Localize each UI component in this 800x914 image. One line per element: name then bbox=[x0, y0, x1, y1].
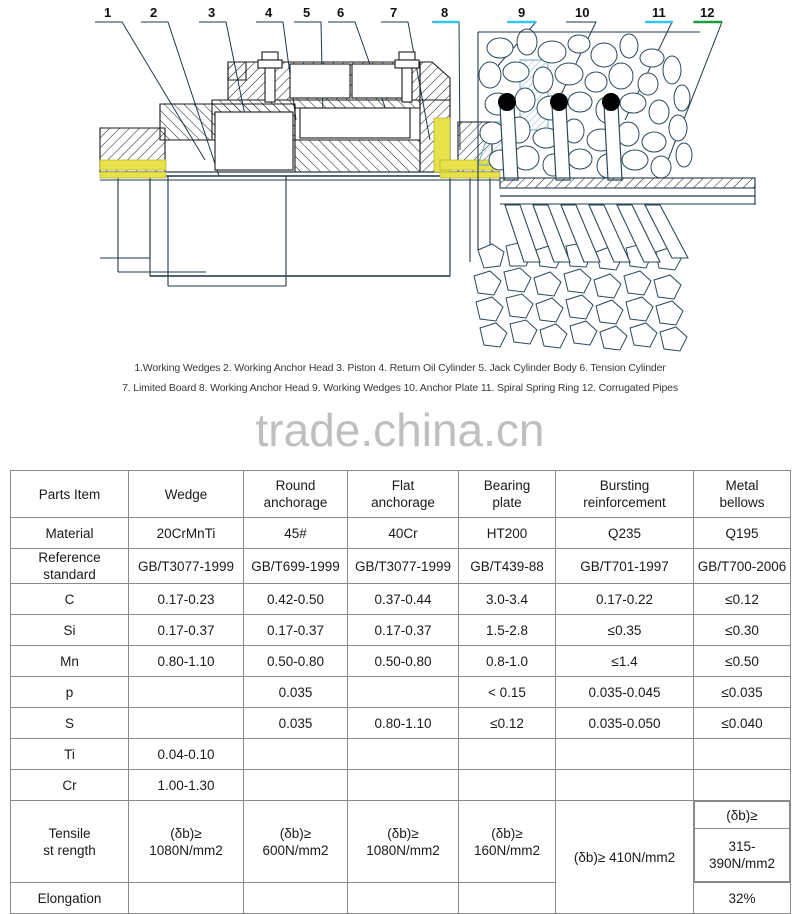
callout-number-1: 1 bbox=[104, 5, 112, 20]
legend-line-2: 7. Limited Board 8. Working Anchor Head 9. Working Wedges 10. Anchor Plate 11. Spiral Spring Ring 12. Corrugated Pipes bbox=[122, 382, 678, 394]
table-row bbox=[11, 708, 791, 739]
cell-ti-bellows bbox=[694, 739, 791, 770]
cell-c-bursting: 0.17-0.22 bbox=[556, 584, 694, 615]
header-bearing-plate-line1: Bearing bbox=[483, 478, 531, 493]
cell-refstd-bearing: GB/T439-88 bbox=[459, 549, 556, 584]
cell-material-bursting: Q235 bbox=[556, 518, 694, 549]
header-round-anchorage-line1: Round bbox=[275, 478, 316, 493]
cell-s-bearing: ≤0.12 bbox=[459, 708, 556, 739]
header-bursting-reinforcement bbox=[556, 471, 694, 518]
header-round-anchorage-line2: anchorage bbox=[263, 495, 328, 510]
callout-number-3: 3 bbox=[208, 5, 216, 20]
header-metal-bellows-line2: bellows bbox=[719, 495, 765, 510]
cell-ti-wedge: 0.04-0.10 bbox=[129, 739, 244, 770]
table-row-tensile-strength bbox=[11, 801, 791, 883]
cell-tensile-bellows-split bbox=[694, 801, 791, 883]
cell-tensile-bearing-line1: (δb)≥ bbox=[491, 825, 523, 841]
cell-tensile-bearing-line2: 160N/mm2 bbox=[473, 842, 541, 858]
cell-tensile-bearing bbox=[459, 801, 556, 883]
cell-tensile-flat-line2: 1080N/mm2 bbox=[366, 842, 440, 858]
row-label-c: C bbox=[11, 584, 129, 615]
cell-cr-bellows bbox=[694, 770, 791, 801]
cell-elongation-flat bbox=[348, 883, 459, 914]
cell-tensile-flat bbox=[348, 801, 459, 883]
row-label-elongation: Elongation bbox=[11, 883, 129, 914]
cell-tensile-wedge bbox=[129, 801, 244, 883]
table-row bbox=[11, 646, 791, 677]
cell-si-flat: 0.17-0.37 bbox=[348, 615, 459, 646]
cell-ti-bearing bbox=[459, 739, 556, 770]
cell-refstd-bursting: GB/T701-1997 bbox=[556, 549, 694, 584]
row-label-p: p bbox=[11, 677, 129, 708]
cell-si-bursting: ≤0.35 bbox=[556, 615, 694, 646]
cell-refstd-flat: GB/T3077-1999 bbox=[348, 549, 459, 584]
cell-si-bellows: ≤0.30 bbox=[694, 615, 791, 646]
header-bursting-reinforcement-line1: Bursting bbox=[599, 478, 650, 493]
cell-elongation-bearing bbox=[459, 883, 556, 914]
legend-line-1: 1.Working Wedges 2. Working Anchor Head 3. Piston 4. Return Oil Cylinder 5. Jack Cylinder Body 6. Tension Cylinder bbox=[134, 362, 666, 374]
row-label-tensile-strength bbox=[11, 801, 129, 883]
cell-cr-bursting bbox=[556, 770, 694, 801]
row-label-mn: Mn bbox=[11, 646, 129, 677]
cell-tensile-bellows-bottom-line2: 390N/mm2 bbox=[708, 856, 776, 871]
row-label-reference-standard: Reference standard bbox=[11, 549, 129, 584]
diagram-legend bbox=[0, 358, 800, 398]
cell-s-bursting: 0.035-0.050 bbox=[556, 708, 694, 739]
row-label-material: Material bbox=[11, 518, 129, 549]
cell-tensile-bellows-bottom-line1: 315- bbox=[728, 839, 756, 854]
cell-p-flat bbox=[348, 677, 459, 708]
cell-mn-bursting: ≤1.4 bbox=[556, 646, 694, 677]
cell-elongation-round bbox=[244, 883, 348, 914]
header-round-anchorage bbox=[244, 471, 348, 518]
cell-tensile-bellows-top: (δb)≥ bbox=[695, 802, 790, 829]
cell-si-wedge: 0.17-0.37 bbox=[129, 615, 244, 646]
cell-refstd-round: GB/T699-1999 bbox=[244, 549, 348, 584]
cell-tensile-wedge-line1: (δb)≥ bbox=[170, 825, 202, 841]
cell-c-flat: 0.37-0.44 bbox=[348, 584, 459, 615]
cell-si-bearing: 1.5-2.8 bbox=[459, 615, 556, 646]
table-header-row bbox=[11, 471, 791, 518]
table-row bbox=[11, 518, 791, 549]
header-wedge: Wedge bbox=[129, 471, 244, 518]
tensile-label-line1: Tensile bbox=[48, 825, 91, 841]
cell-p-round: 0.035 bbox=[244, 677, 348, 708]
cell-si-round: 0.17-0.37 bbox=[244, 615, 348, 646]
cell-material-wedge: 20CrMnTi bbox=[129, 518, 244, 549]
row-label-s: S bbox=[11, 708, 129, 739]
cell-tensile-round-line2: 600N/mm2 bbox=[262, 842, 329, 858]
bearing-plate bbox=[500, 178, 755, 204]
cell-material-bellows: Q195 bbox=[694, 518, 791, 549]
callout-number-4: 4 bbox=[265, 5, 273, 20]
callout-number-10: 10 bbox=[575, 5, 590, 20]
callout-number-9: 9 bbox=[518, 5, 526, 20]
table-row bbox=[11, 770, 791, 801]
header-bearing-plate-line2: plate bbox=[492, 495, 522, 510]
cell-c-bellows: ≤0.12 bbox=[694, 584, 791, 615]
callout-number-12: 12 bbox=[700, 5, 715, 20]
cell-ti-round bbox=[244, 739, 348, 770]
cell-c-wedge: 0.17-0.23 bbox=[129, 584, 244, 615]
spec-table bbox=[10, 470, 791, 914]
callout-number-5: 5 bbox=[303, 5, 311, 20]
cell-s-round: 0.035 bbox=[244, 708, 348, 739]
bellows-split-top-row bbox=[695, 802, 790, 829]
cell-mn-wedge: 0.80-1.10 bbox=[129, 646, 244, 677]
cell-p-bellows: ≤0.035 bbox=[694, 677, 791, 708]
concrete-aggregate bbox=[474, 29, 692, 351]
watermark-text: trade.china.cn bbox=[255, 404, 545, 456]
cell-cr-wedge: 1.00-1.30 bbox=[129, 770, 244, 801]
cell-elongation-wedge bbox=[129, 883, 244, 914]
cell-tensile-round bbox=[244, 801, 348, 883]
header-bursting-reinforcement-line2: reinforcement bbox=[583, 495, 666, 510]
cell-elongation-bellows: 32% bbox=[694, 883, 791, 914]
cell-p-bursting: 0.035-0.045 bbox=[556, 677, 694, 708]
row-label-cr: Cr bbox=[11, 770, 129, 801]
cell-tensile-flat-line1: (δb)≥ bbox=[387, 825, 419, 841]
cell-p-wedge bbox=[129, 677, 244, 708]
cell-refstd-bellows: GB/T700-2006 bbox=[694, 549, 791, 584]
callout-number-7: 7 bbox=[390, 5, 398, 20]
cell-material-round: 45# bbox=[244, 518, 348, 549]
header-bearing-plate bbox=[459, 471, 556, 518]
tensile-label-line2: st rength bbox=[43, 842, 96, 858]
cell-refstd-wedge: GB/T3077-1999 bbox=[129, 549, 244, 584]
callout-number-8: 8 bbox=[441, 5, 449, 20]
hydraulic-jack-cross-section-svg bbox=[0, 0, 800, 400]
cell-material-bearing: HT200 bbox=[459, 518, 556, 549]
table-row bbox=[11, 739, 791, 770]
cell-cr-bearing bbox=[459, 770, 556, 801]
table-row bbox=[11, 677, 791, 708]
header-metal-bellows-line1: Metal bbox=[725, 478, 759, 493]
cell-s-bellows: ≤0.040 bbox=[694, 708, 791, 739]
cell-ti-flat bbox=[348, 739, 459, 770]
cell-mn-bellows: ≤0.50 bbox=[694, 646, 791, 677]
cell-mn-round: 0.50-0.80 bbox=[244, 646, 348, 677]
callout-number-11: 11 bbox=[652, 5, 666, 20]
cell-s-flat: 0.80-1.10 bbox=[348, 708, 459, 739]
cell-s-wedge bbox=[129, 708, 244, 739]
cell-mn-flat: 0.50-0.80 bbox=[348, 646, 459, 677]
header-metal-bellows bbox=[694, 471, 791, 518]
cell-tensile-round-line1: (δb)≥ bbox=[279, 825, 312, 841]
row-label-si: Si bbox=[11, 615, 129, 646]
cell-mn-bearing: 0.8-1.0 bbox=[459, 646, 556, 677]
table-row bbox=[11, 584, 791, 615]
cell-p-bearing: < 0.15 bbox=[459, 677, 556, 708]
bellows-split-table bbox=[694, 801, 790, 882]
cell-material-flat: 40Cr bbox=[348, 518, 459, 549]
header-flat-anchorage-line1: Flat bbox=[391, 478, 415, 493]
table-row bbox=[11, 615, 791, 646]
material-specification-table bbox=[10, 470, 790, 914]
callout-number-6: 6 bbox=[337, 5, 345, 20]
callout-number-2: 2 bbox=[150, 5, 158, 20]
cell-c-round: 0.42-0.50 bbox=[244, 584, 348, 615]
cell-ti-bursting bbox=[556, 739, 694, 770]
header-flat-anchorage-line2: anchorage bbox=[371, 495, 435, 510]
header-parts-item: Parts Item bbox=[11, 471, 129, 518]
cell-c-bearing: 3.0-3.4 bbox=[459, 584, 556, 615]
header-flat-anchorage bbox=[348, 471, 459, 518]
cell-cr-round bbox=[244, 770, 348, 801]
table-row bbox=[11, 549, 791, 584]
cell-tensile-bursting: (δb)≥ 410N/mm2 bbox=[556, 801, 694, 914]
cell-tensile-wedge-line2: 1080N/mm2 bbox=[149, 842, 223, 858]
row-label-ti: Ti bbox=[11, 739, 129, 770]
bellows-split-bottom-row bbox=[695, 829, 790, 882]
cell-cr-flat bbox=[348, 770, 459, 801]
cell-tensile-bellows-bottom bbox=[695, 829, 790, 882]
